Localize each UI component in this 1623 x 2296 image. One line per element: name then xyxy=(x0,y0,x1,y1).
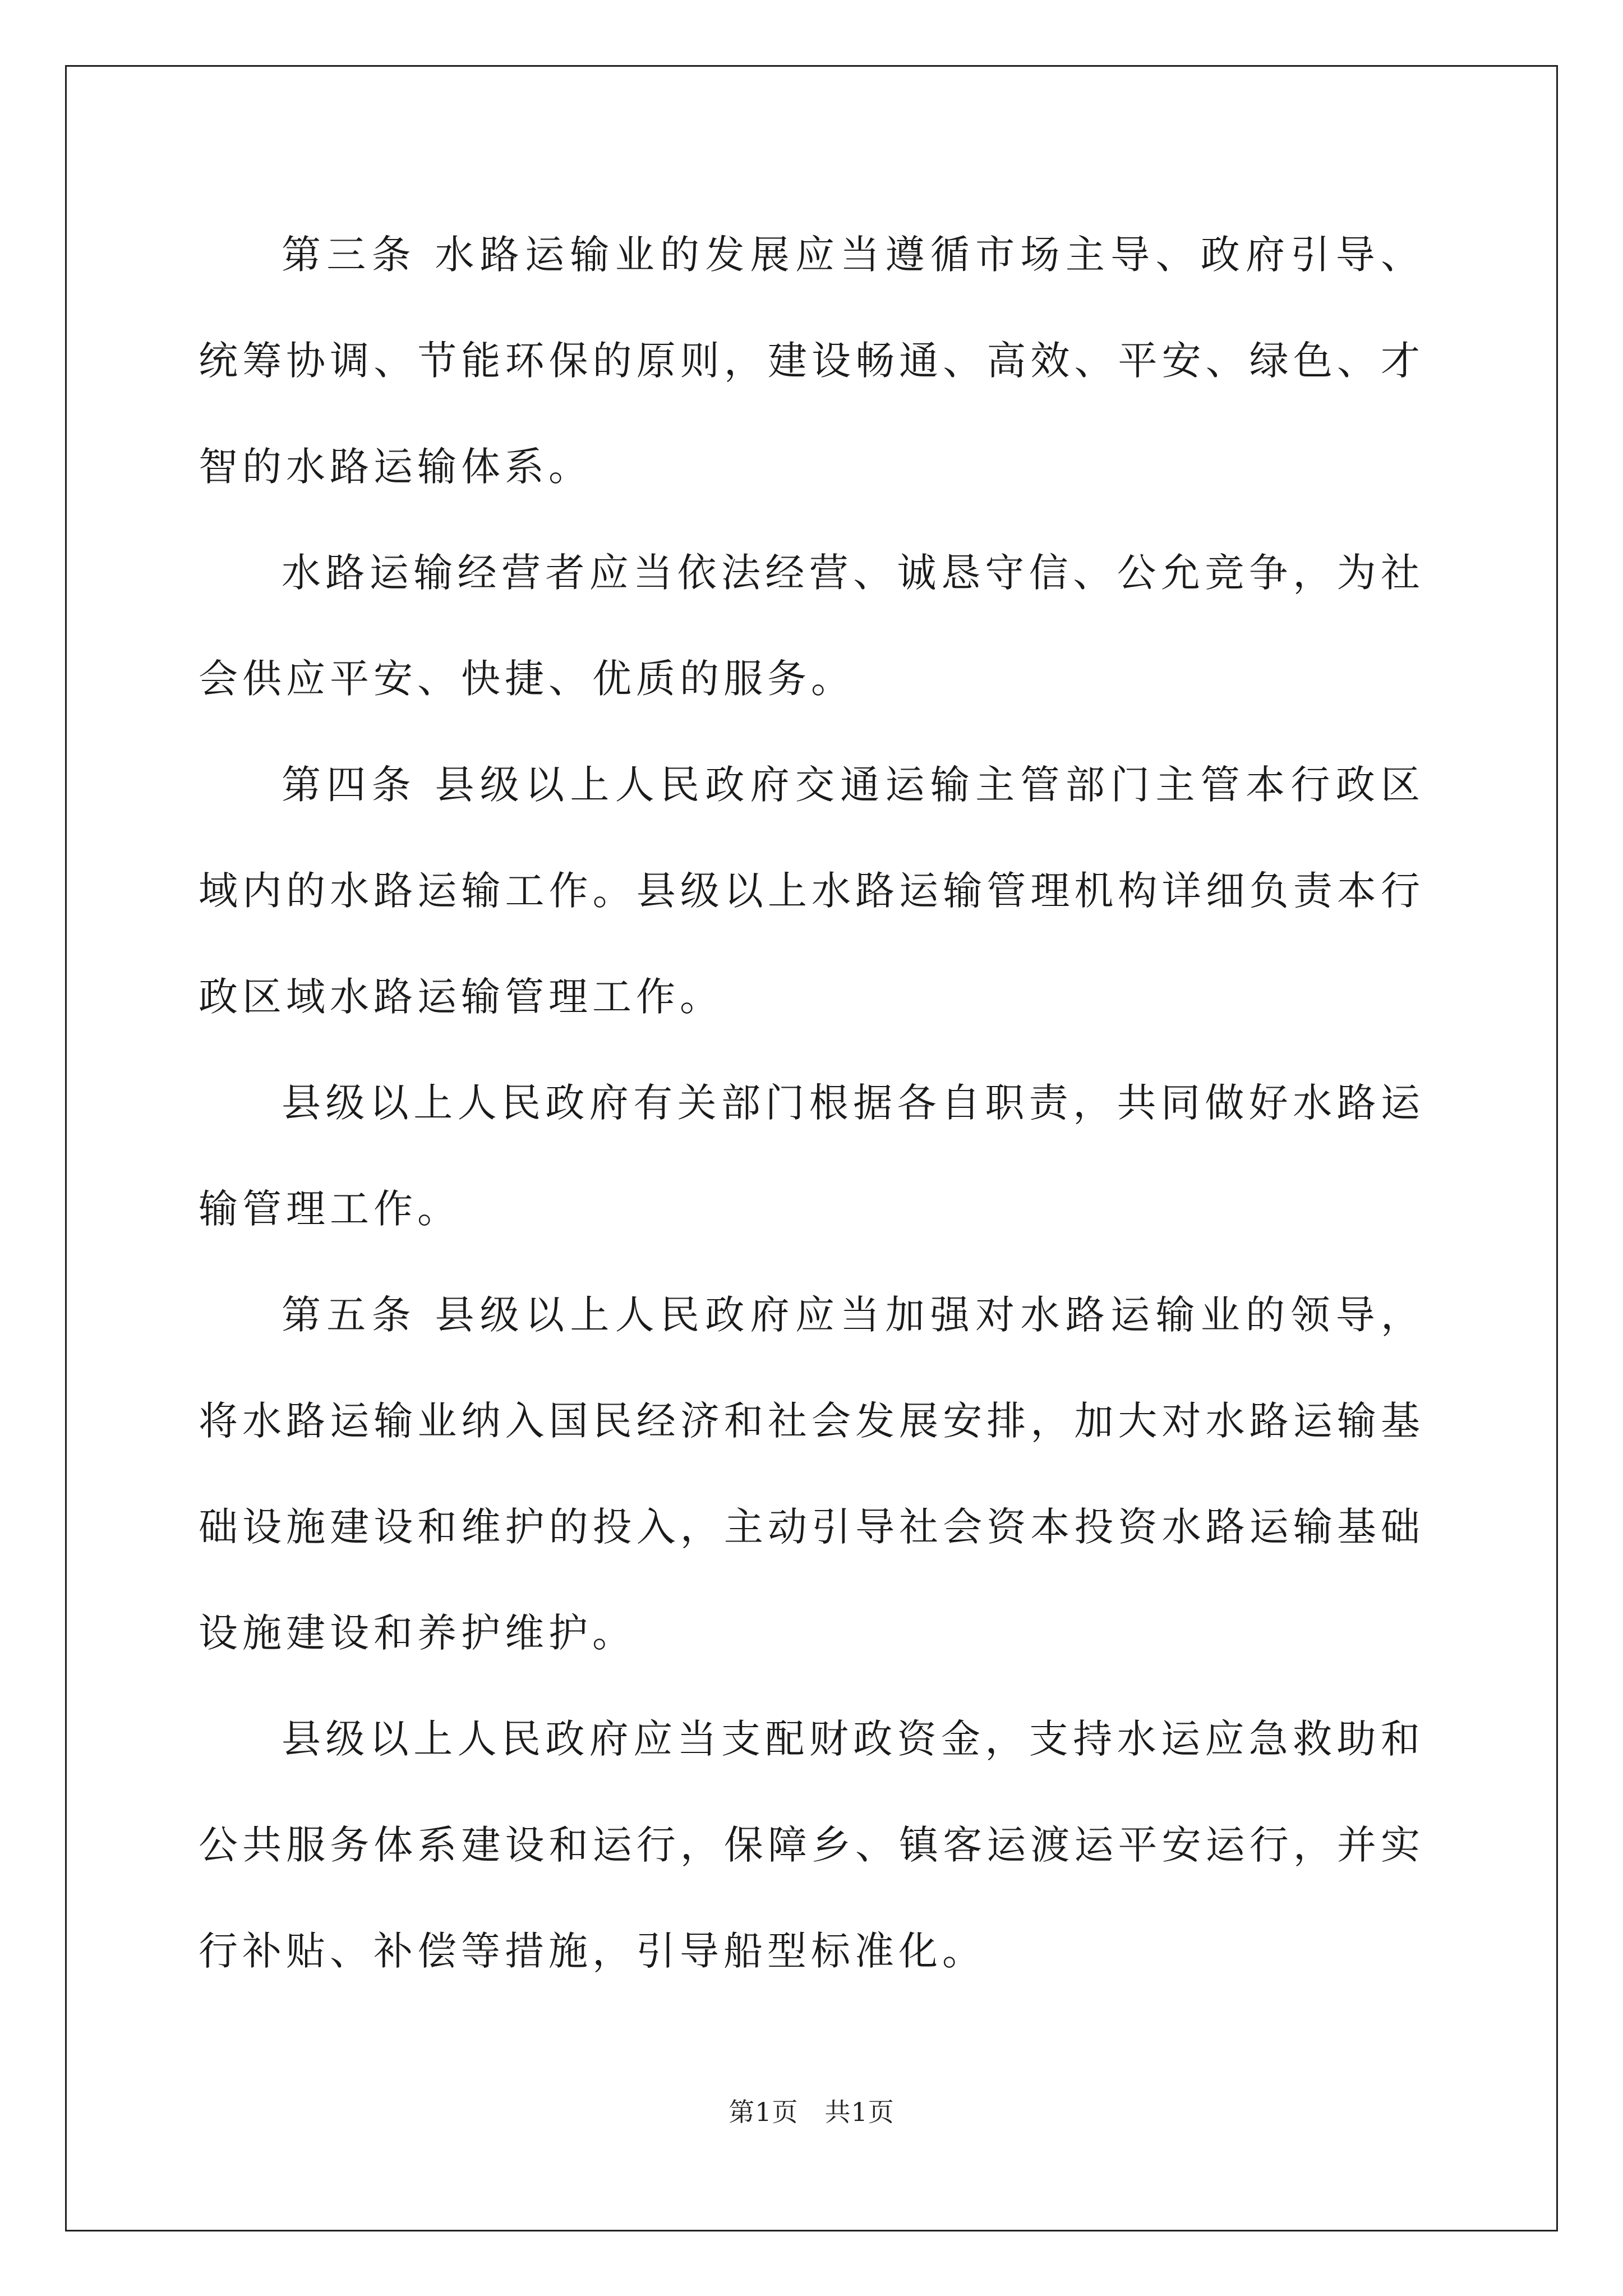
paragraph-operators: 水路运输经营者应当依法经营、诚恳守信、公允竞争，为社会供应平安、快捷、优质的服务。 xyxy=(199,550,1424,702)
paragraph-funding: 县级以上人民政府应当支配财政资金，支持水运应急救助和公共服务体系建设和运行，保障乡、镇客运渡运平安运行，并实行补贴、补偿等措施，引导船型标准化。 xyxy=(199,1716,1424,1974)
document-body xyxy=(199,202,1424,2004)
paragraph-article-3: 第三条 水路运输业的发展应当遵循市场主导、政府引导、统筹协调、节能环保的原则，建设畅通、高效、平安、绿色、才智的水路运输体系。 xyxy=(199,232,1424,490)
page-number-footer: 第1页 共1页 xyxy=(728,2097,895,2127)
paragraph-departments: 县级以上人民政府有关部门根据各自职责，共同做好水路运输管理工作。 xyxy=(199,1080,1424,1232)
paragraph-article-5: 第五条 县级以上人民政府应当加强对水路运输业的领导，将水路运输业纳入国民经济和社会发展安排，加大对水路运输基础设施建设和维护的投入，主动引导社会资本投资水路运输基础设施建设和养护维护。 xyxy=(199,1292,1424,1656)
paragraph-article-4: 第四条 县级以上人民政府交通运输主管部门主管本行政区域内的水路运输工作。县级以上水路运输管理机构详细负责本行政区域水路运输管理工作。 xyxy=(199,762,1424,1020)
